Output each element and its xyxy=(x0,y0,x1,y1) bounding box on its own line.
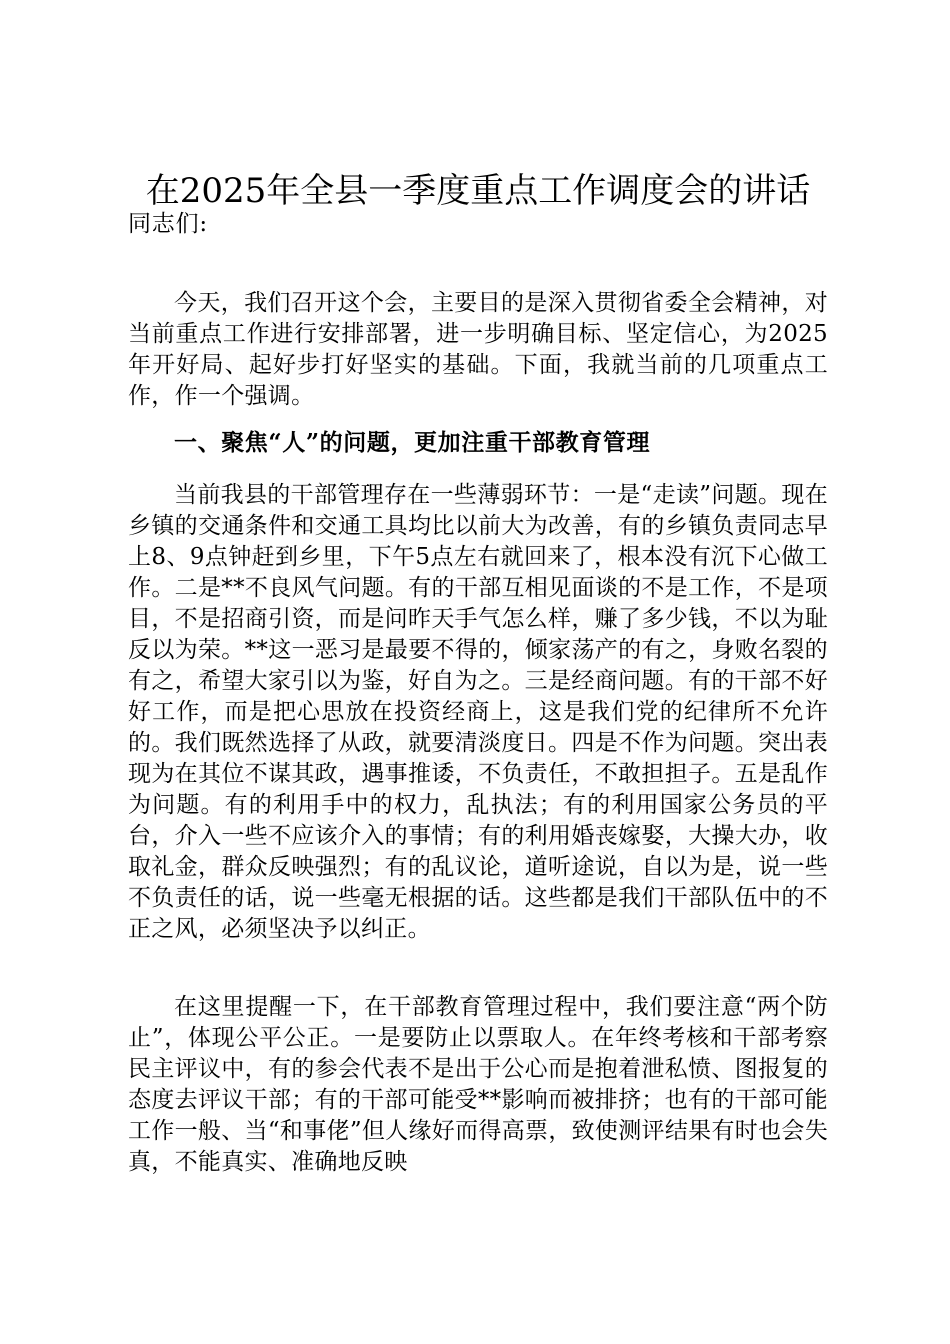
document-title: 在2025年全县一季度重点工作调度会的讲话 xyxy=(145,171,811,211)
paragraph-intro: 今天，我们召开这个会，主要目的是深入贯彻省委全会精神，对当前重点工作进行安排部署，进一步明确目标、坚定信心，为2025年开好局、起好步打好坚实的基础。下面，我就当前的几项重点工作，作一个强调。 xyxy=(128,290,828,409)
section-heading: 一、聚焦“人”的问题，更加注重干部教育管理 xyxy=(174,429,651,456)
greeting: 同志们: xyxy=(128,211,208,237)
paragraph-reminder: 在这里提醒一下，在干部教育管理过程中，我们要注意“两个防止”，体现公平公正。一是要防止以票取人。在年终考核和干部考察民主评议中，有的参会代表不是出于公心而是抱着泄私愤、图报复的态度去评议干部；有的干部可能受**影响而被排挤；也有的干部可能工作一般、当“和事佬”但人缘好而得高票，致使测评结果有时也会失真，不能真实、准确地反映 xyxy=(128,994,828,1175)
paragraph-problems: 当前我县的干部管理存在一些薄弱环节：一是“走读”问题。现在乡镇的交通条件和交通工具均比以前大为改善，有的乡镇负责同志早上8、9点钟赶到乡里，下午5点左右就回来了，根本没有沉下心做工作。二是**不良风气问题。有的干部互相见面谈的不是工作，不是项目，不是招商引资，而是问昨天手气怎么样，赚了多少钱，不以为耻反以为荣。**这一恶习是最要不得的，倾家荡产的有之，身败名裂的有之，希望大家引以为鉴，好自为之。三是经商问题。有的干部不好好工作，而是把心思放在投资经商上，这是我们党的纪律所不允许的。我们既然选择了从政，就要清淡度日。四是不作为问题。突出表现为在其位不谋其政，遇事推诿，不负责任，不敢担担子。五是乱作为问题。有的利用手中的权力，乱执法；有的利用国家公务员的平台，介入一些不应该介入的事情；有的利用婚丧嫁娶，大操大办，收取礼金，群众反映强烈；有的乱议论，道听途说，自以为是，说一些不负责任的话，说一些毫无根据的话。这些都是我们干部队伍中的不正之风，必须坚决予以纠正。 xyxy=(128,482,828,942)
